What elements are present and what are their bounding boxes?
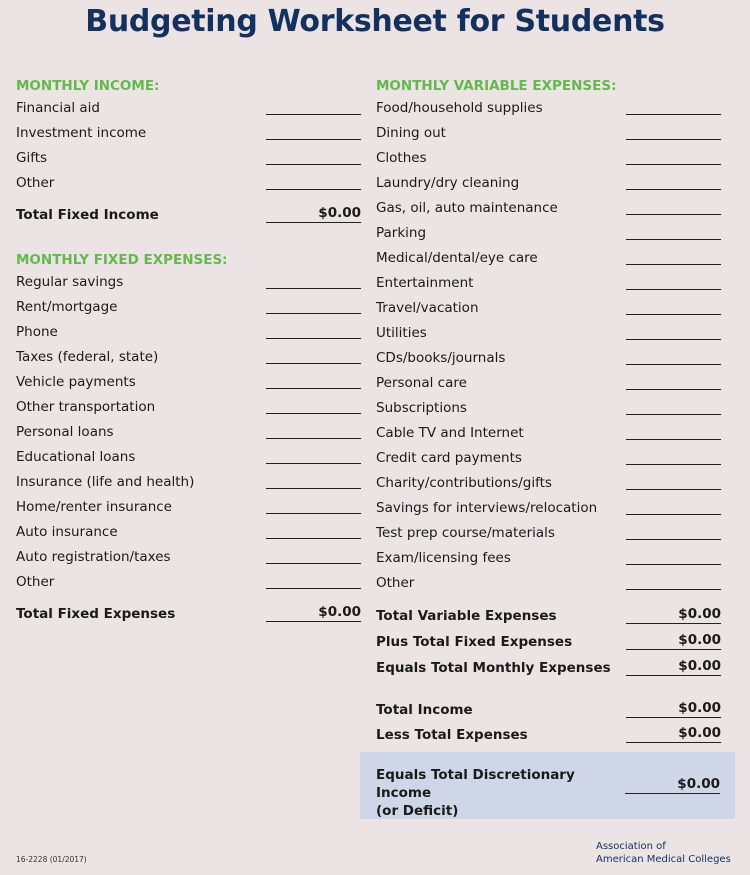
variable-expense-item-amount-field[interactable]	[626, 289, 721, 290]
variable-expense-item-amount-field[interactable]	[626, 514, 721, 515]
fixed-expense-item-row	[16, 470, 361, 495]
fixed-expense-item-row	[16, 545, 361, 570]
fixed-expense-item-label: Home/renter insurance	[16, 499, 172, 515]
less-total-expenses-field[interactable]: $0.00	[626, 725, 721, 743]
fixed-expense-item-amount-field[interactable]	[266, 588, 361, 589]
variable-expense-item-row	[376, 471, 721, 496]
fixed-expense-item-row	[16, 345, 361, 370]
variable-expense-item-label: Savings for interviews/relocation	[376, 500, 598, 516]
variable-expense-item-label: Laundry/dry cleaning	[376, 175, 520, 191]
less-total-expenses-row	[376, 721, 721, 746]
variable-expense-item-amount-field[interactable]	[626, 364, 721, 365]
variable-expense-item-row	[376, 121, 721, 146]
variable-expense-item-amount-field[interactable]	[626, 339, 721, 340]
variable-expense-item-label: Utilities	[376, 325, 427, 341]
fixed-expenses-list	[16, 270, 361, 595]
less-total-expenses-label: Less Total Expenses	[376, 727, 528, 743]
variable-expense-item-label: Clothes	[376, 150, 427, 166]
fixed-expense-item-amount-field[interactable]	[266, 438, 361, 439]
variable-expense-item-label: Charity/contributions/gifts	[376, 475, 552, 491]
form-code: 16-2228 (01/2017)	[16, 855, 87, 864]
variable-expense-item-amount-field[interactable]	[626, 114, 721, 115]
total-variable-expenses-row	[376, 599, 721, 627]
fixed-expense-item-label: Phone	[16, 324, 58, 340]
variable-expense-item-row	[376, 346, 721, 371]
variable-expense-item-row	[376, 446, 721, 471]
variable-expense-item-amount-field[interactable]	[626, 139, 721, 140]
fixed-expense-item-label: Personal loans	[16, 424, 114, 440]
fixed-expense-item-amount-field[interactable]	[266, 388, 361, 389]
income-item-label: Gifts	[16, 150, 48, 166]
variable-expense-item-amount-field[interactable]	[626, 439, 721, 440]
fixed-expense-item-amount-field[interactable]	[266, 538, 361, 539]
variable-expense-item-amount-field[interactable]	[626, 264, 721, 265]
page-title: Budgeting Worksheet for Students	[85, 4, 665, 39]
variable-expense-item-label: Credit card payments	[376, 450, 522, 466]
monthly-fixed-expenses-heading: MONTHLY FIXED EXPENSES:	[16, 252, 228, 268]
variable-expense-item-row	[376, 271, 721, 296]
fixed-expense-item-row	[16, 420, 361, 445]
fixed-expense-item-row	[16, 295, 361, 320]
variable-expense-item-label: Cable TV and Internet	[376, 425, 524, 441]
variable-expense-item-label: Personal care	[376, 375, 467, 391]
fixed-expense-item-row	[16, 445, 361, 470]
variable-expense-item-row	[376, 296, 721, 321]
total-fixed-expenses-label: Total Fixed Expenses	[16, 606, 176, 622]
total-income-field[interactable]: $0.00	[626, 700, 721, 718]
fixed-expense-item-label: Regular savings	[16, 274, 124, 290]
discretionary-label-line-1: Equals Total Discretionary Income	[376, 767, 575, 801]
fixed-expense-item-amount-field[interactable]	[266, 513, 361, 514]
income-item-amount-field[interactable]	[266, 139, 361, 140]
fixed-expense-item-label: Other transportation	[16, 399, 156, 415]
variable-expense-item-amount-field[interactable]	[626, 164, 721, 165]
variable-expense-item-label: Medical/dental/eye care	[376, 250, 538, 266]
variable-expense-item-row	[376, 196, 721, 221]
variable-expense-item-row	[376, 146, 721, 171]
variable-expense-item-amount-field[interactable]	[626, 464, 721, 465]
variable-expense-item-row	[376, 571, 721, 596]
variable-expense-item-label: Entertainment	[376, 275, 474, 291]
total-fixed-income-field[interactable]: $0.00	[266, 205, 361, 223]
fixed-expense-item-row	[16, 270, 361, 295]
variable-expense-item-row	[376, 421, 721, 446]
income-item-row	[16, 121, 361, 146]
fixed-expense-item-amount-field[interactable]	[266, 313, 361, 314]
total-fixed-income-row	[16, 198, 361, 226]
variable-expense-item-amount-field[interactable]	[626, 314, 721, 315]
variable-expense-item-amount-field[interactable]	[626, 189, 721, 190]
total-fixed-expenses-field[interactable]: $0.00	[266, 604, 361, 622]
monthly-income-heading: MONTHLY INCOME:	[16, 78, 160, 94]
right-column	[376, 76, 721, 746]
total-fixed-income-label: Total Fixed Income	[16, 207, 159, 223]
fixed-expense-item-label: Auto registration/taxes	[16, 549, 171, 565]
income-item-row	[16, 171, 361, 196]
variable-expense-item-row	[376, 321, 721, 346]
fixed-expense-item-row	[16, 570, 361, 595]
discretionary-income-box	[360, 752, 735, 819]
variable-expense-item-row	[376, 96, 721, 121]
fixed-expense-item-amount-field[interactable]	[266, 463, 361, 464]
monthly-variable-expenses-heading: MONTHLY VARIABLE EXPENSES:	[376, 78, 617, 94]
variable-expense-item-row	[376, 496, 721, 521]
organization-name	[596, 840, 731, 866]
fixed-expense-item-row	[16, 495, 361, 520]
income-item-label: Investment income	[16, 125, 147, 141]
variable-expense-item-amount-field[interactable]	[626, 214, 721, 215]
variable-expense-item-row	[376, 171, 721, 196]
variable-expense-item-row	[376, 246, 721, 271]
fixed-expense-item-row	[16, 370, 361, 395]
fixed-expense-item-row	[16, 320, 361, 345]
discretionary-label-line-2: (or Deficit)	[376, 803, 459, 819]
fixed-expense-item-label: Insurance (life and health)	[16, 474, 195, 490]
variable-expense-item-amount-field[interactable]	[626, 489, 721, 490]
fixed-expense-item-row	[16, 395, 361, 420]
organization-line-1: Association of	[596, 841, 666, 852]
variable-expense-item-row	[376, 221, 721, 246]
total-income-row	[376, 693, 721, 721]
variable-expense-item-label: Parking	[376, 225, 427, 241]
fixed-expense-item-label: Other	[16, 574, 55, 590]
variable-expense-item-amount-field[interactable]	[626, 539, 721, 540]
variable-expense-item-label: Test prep course/materials	[376, 525, 555, 541]
variable-expense-item-row	[376, 546, 721, 571]
fixed-expense-item-amount-field[interactable]	[266, 363, 361, 364]
variable-expenses-list	[376, 96, 721, 596]
total-fixed-expenses-row	[16, 597, 361, 625]
variable-expense-item-row	[376, 396, 721, 421]
equals-total-monthly-expenses-field[interactable]: $0.00	[626, 658, 721, 676]
income-item-amount-field[interactable]	[266, 164, 361, 165]
variable-expense-item-label: Travel/vacation	[376, 300, 479, 316]
organization-line-2: American Medical Colleges	[596, 854, 731, 865]
fixed-expense-item-label: Vehicle payments	[16, 374, 136, 390]
variable-expense-item-amount-field[interactable]	[626, 564, 721, 565]
equals-total-monthly-expenses-label: Equals Total Monthly Expenses	[376, 660, 611, 676]
income-item-label: Financial aid	[16, 100, 100, 116]
income-item-label: Other	[16, 175, 55, 191]
variable-expense-item-amount-field[interactable]	[626, 414, 721, 415]
fixed-expense-item-amount-field[interactable]	[266, 563, 361, 564]
discretionary-income-field[interactable]: $0.00	[625, 776, 720, 794]
variable-expense-item-amount-field[interactable]	[626, 239, 721, 240]
variable-expense-item-row	[376, 371, 721, 396]
fixed-expense-item-label: Educational loans	[16, 449, 136, 465]
total-variable-expenses-label: Total Variable Expenses	[376, 608, 557, 624]
fixed-expense-item-row	[16, 520, 361, 545]
income-item-row	[16, 146, 361, 171]
fixed-expense-item-amount-field[interactable]	[266, 288, 361, 289]
income-item-row	[16, 96, 361, 121]
fixed-expense-item-amount-field[interactable]	[266, 413, 361, 414]
variable-expense-item-amount-field[interactable]	[626, 589, 721, 590]
equals-total-monthly-expenses-row	[376, 653, 721, 679]
variable-expense-item-label: Gas, oil, auto maintenance	[376, 200, 558, 216]
total-income-label: Total Income	[376, 702, 473, 718]
total-variable-expenses-field[interactable]: $0.00	[626, 606, 721, 624]
income-item-amount-field[interactable]	[266, 189, 361, 190]
discretionary-income-label	[376, 766, 626, 820]
fixed-expense-item-amount-field[interactable]	[266, 338, 361, 339]
fixed-expense-item-label: Auto insurance	[16, 524, 118, 540]
variable-expense-item-label: Other	[376, 575, 415, 591]
fixed-expense-item-amount-field[interactable]	[266, 488, 361, 489]
fixed-expense-item-label: Taxes (federal, state)	[16, 349, 159, 365]
income-item-amount-field[interactable]	[266, 114, 361, 115]
income-list	[16, 96, 361, 196]
variable-expense-item-label: Food/household supplies	[376, 100, 543, 116]
plus-total-fixed-expenses-label: Plus Total Fixed Expenses	[376, 634, 573, 650]
variable-expense-item-label: Subscriptions	[376, 400, 467, 416]
plus-total-fixed-expenses-field[interactable]: $0.00	[626, 632, 721, 650]
plus-total-fixed-expenses-row	[376, 627, 721, 653]
variable-expense-item-label: Dining out	[376, 125, 446, 141]
left-column	[16, 76, 361, 625]
fixed-expense-item-label: Rent/mortgage	[16, 299, 118, 315]
variable-expense-item-amount-field[interactable]	[626, 389, 721, 390]
variable-expense-item-label: Exam/licensing fees	[376, 550, 511, 566]
variable-expense-item-row	[376, 521, 721, 546]
variable-expense-item-label: CDs/books/journals	[376, 350, 506, 366]
